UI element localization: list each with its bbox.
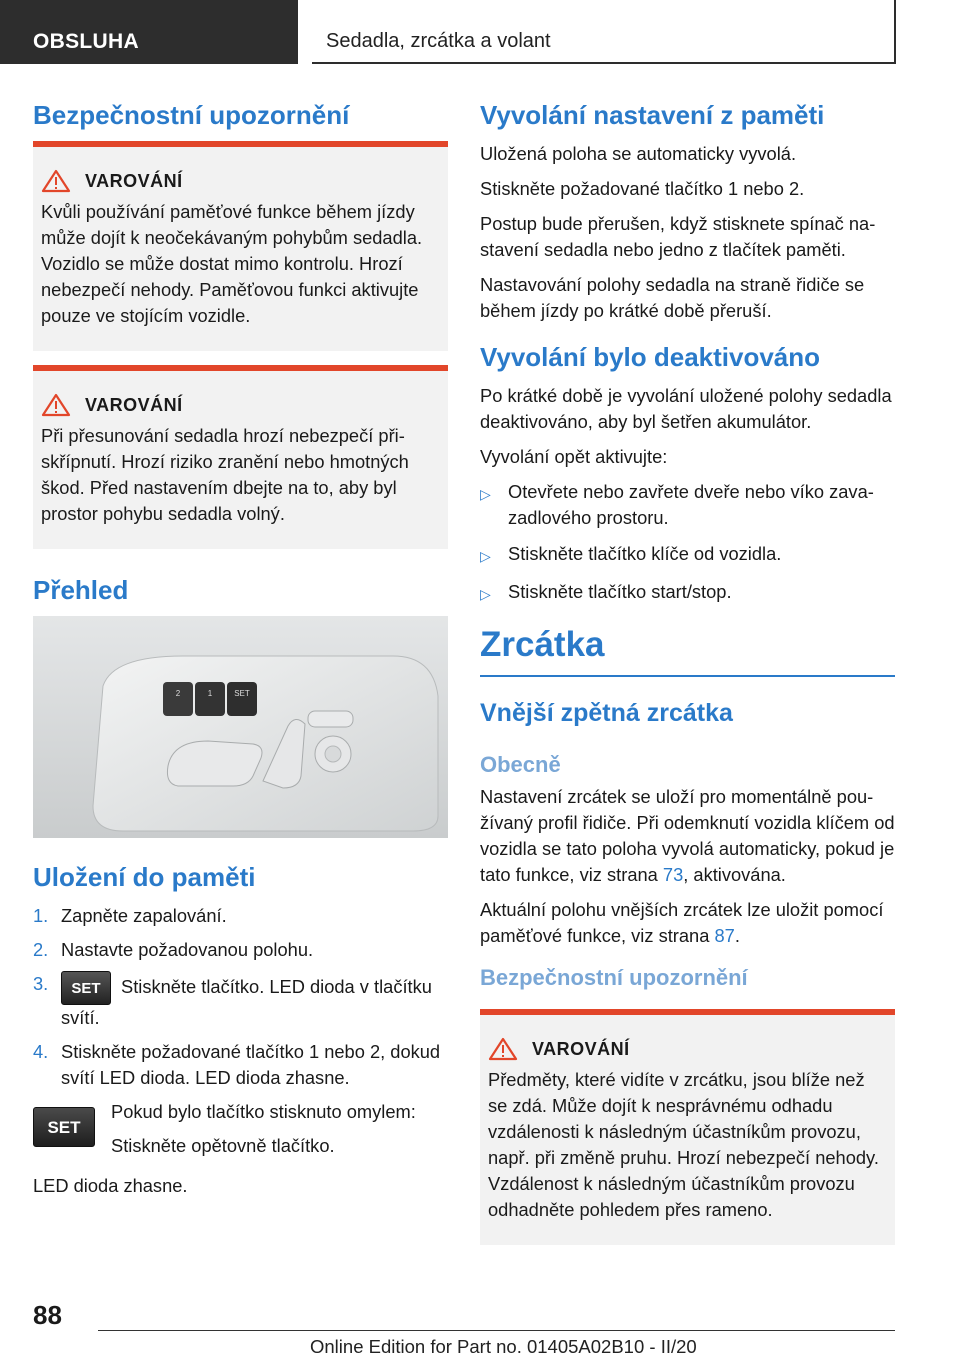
paragraph: Aktuální polohu vnějších zrcátek lze uložit pomocí paměťové funkce, viz strana 87. [480,899,884,946]
edition-text: Online Edition for Part no. 01405A02B10 - II/20 [310,1336,697,1357]
warning-text: Kvůli používání paměťové funkce během jízdy může dojít k neočekávaným pohybům sedadla. Vozidlo se může dostat mimo kontrolu. Hrozí nebezpečí nehody. Paměťovou funkci aktivujte pouze ve stojícím vozidle. [41,201,423,326]
reactivate-list [480,479,895,607]
list-item-text: Stiskněte tlačítko start/stop. [508,581,732,602]
list-item [480,541,895,569]
triangle-bullet-icon: ▷ [480,586,491,602]
set-button-icon: SET [61,971,111,1005]
warning-triangle-icon [41,393,71,417]
store-heading: Uložení do paměti [33,862,256,892]
page-link-87[interactable]: 87 [714,925,735,946]
warning-box-3 [480,1009,895,1245]
hint-line: Pokud bylo tlačítko stisknuto omylem: [111,1101,416,1122]
warning-text: Při přesunování sedadla hrozí nebezpečí přiskřípnutí. Hrozí riziko zranění nebo hmotných škod. Před nastavením dbejte na to, aby byl prostor pohybu sedadla volný. [41,425,409,524]
list-item [33,903,448,929]
seat-button-2: 2 [175,689,181,698]
page-link-73[interactable]: 73 [662,864,684,885]
paragraph: Stiskněte požadované tlačítko 1 nebo 2. [480,178,805,199]
step-number: 1. [33,905,49,926]
safety-heading: Bezpečnostní upozornění [33,100,350,130]
seat-button-set: SET [234,689,250,698]
list-item [480,579,895,607]
list-item-text: Stiskněte tlačítko klíče od vozidla. [508,543,782,564]
step-text: Stiskněte tlačítko. LED dioda v tlačítku svítí. [61,975,432,1028]
paragraph: Nastavování polohy sedadla na straně řidiče se během jízdy po krátké době přeruší. [480,274,865,321]
paragraph: Po krátké době je vyvolání uložené polohy sedadla deaktivováno, aby byl šetřen akumulátor. [480,385,892,432]
warning-triangle-icon [488,1037,518,1061]
warning-triangle-icon [41,169,71,193]
list-item [33,971,448,1031]
set-button-icon: SET [33,1107,95,1147]
step-number: 3. [33,973,49,994]
warning-box-2 [33,365,448,549]
warning-title: VAROVÁNÍ [85,170,183,191]
step-number: 2. [33,939,49,960]
triangle-bullet-icon: ▷ [480,548,491,564]
warning-title: VAROVÁNÍ [532,1038,630,1059]
seat-controls-illustration [33,616,448,838]
list-item [33,937,448,963]
warning-text: Předměty, které vidíte v zrcátku, jsou blíže než se zdá. Může dojít k nesprávnému odhadu vzdálenosti k následným účastníkům provozu, např. při změně pruhu. Hrozí nebezpečí nehody. Vzdálenost k následným účastníkům provozu odhadněte pohledem přes rameno. [488,1069,879,1220]
left-column [33,100,448,1208]
safety-heading-right: Bezpečnostní upozornění [480,965,748,990]
warning-title: VAROVÁNÍ [85,394,183,415]
mirrors-heading: Zrcátka [480,625,895,677]
hint-block [33,1099,448,1167]
led-off-text: LED dioda zhasne. [33,1175,188,1196]
deactivated-heading: Vyvolání bylo deaktivováno [480,342,821,372]
step-number: 4. [33,1041,49,1062]
hint-line: Stiskněte opětovně tlačítko. [111,1135,335,1156]
page-number: 88 [33,1300,62,1330]
step-text: Zapněte zapalování. [61,905,227,926]
paragraph: Postup bude přerušen, když stisknete spínač nastavení sedadla nebo jedno z tlačítek paměti. [480,213,876,260]
right-column [480,100,895,1259]
overview-heading: Přehled [33,575,129,605]
paragraph: Nastavení zrcátek se uloží pro momentálně používaný profil řidiče. Při odemknutí vozidla klíčem od vozidla se tato poloha vyvolá automaticky, pokud je tato funkce, viz strana 73, aktivována. [480,786,895,885]
store-steps [33,903,448,1091]
section-label: OBSLUHA [0,0,298,64]
paragraph: Uložená poloha se automaticky vyvolá. [480,143,797,164]
paragraph: Vyvolání opět aktivujte: [480,446,668,467]
triangle-bullet-icon: ▷ [480,486,491,502]
list-item [480,479,895,531]
seat-button-1: 1 [207,689,213,698]
chapter-label: Sedadla, zrcátka a volant [312,0,896,64]
seat-controls-image [33,616,448,838]
list-item [33,1039,448,1091]
outer-mirrors-heading: Vnější zpětná zrcátka [480,699,733,727]
footer-divider [98,1330,895,1331]
step-text: Nastavte požadovanou polohu. [61,939,314,960]
list-item-text: Otevřete nebo zavřete dveře nebo víko zavazadlového prostoru. [508,481,874,528]
step-text: Stiskněte požadované tlačítko 1 nebo 2, dokud svítí LED dioda. LED dioda zhasne. [61,1041,441,1088]
general-heading: Obecně [480,752,561,777]
page-header [0,0,960,64]
recall-heading: Vyvolání nastavení z paměti [480,100,825,130]
warning-box-1 [33,141,448,351]
